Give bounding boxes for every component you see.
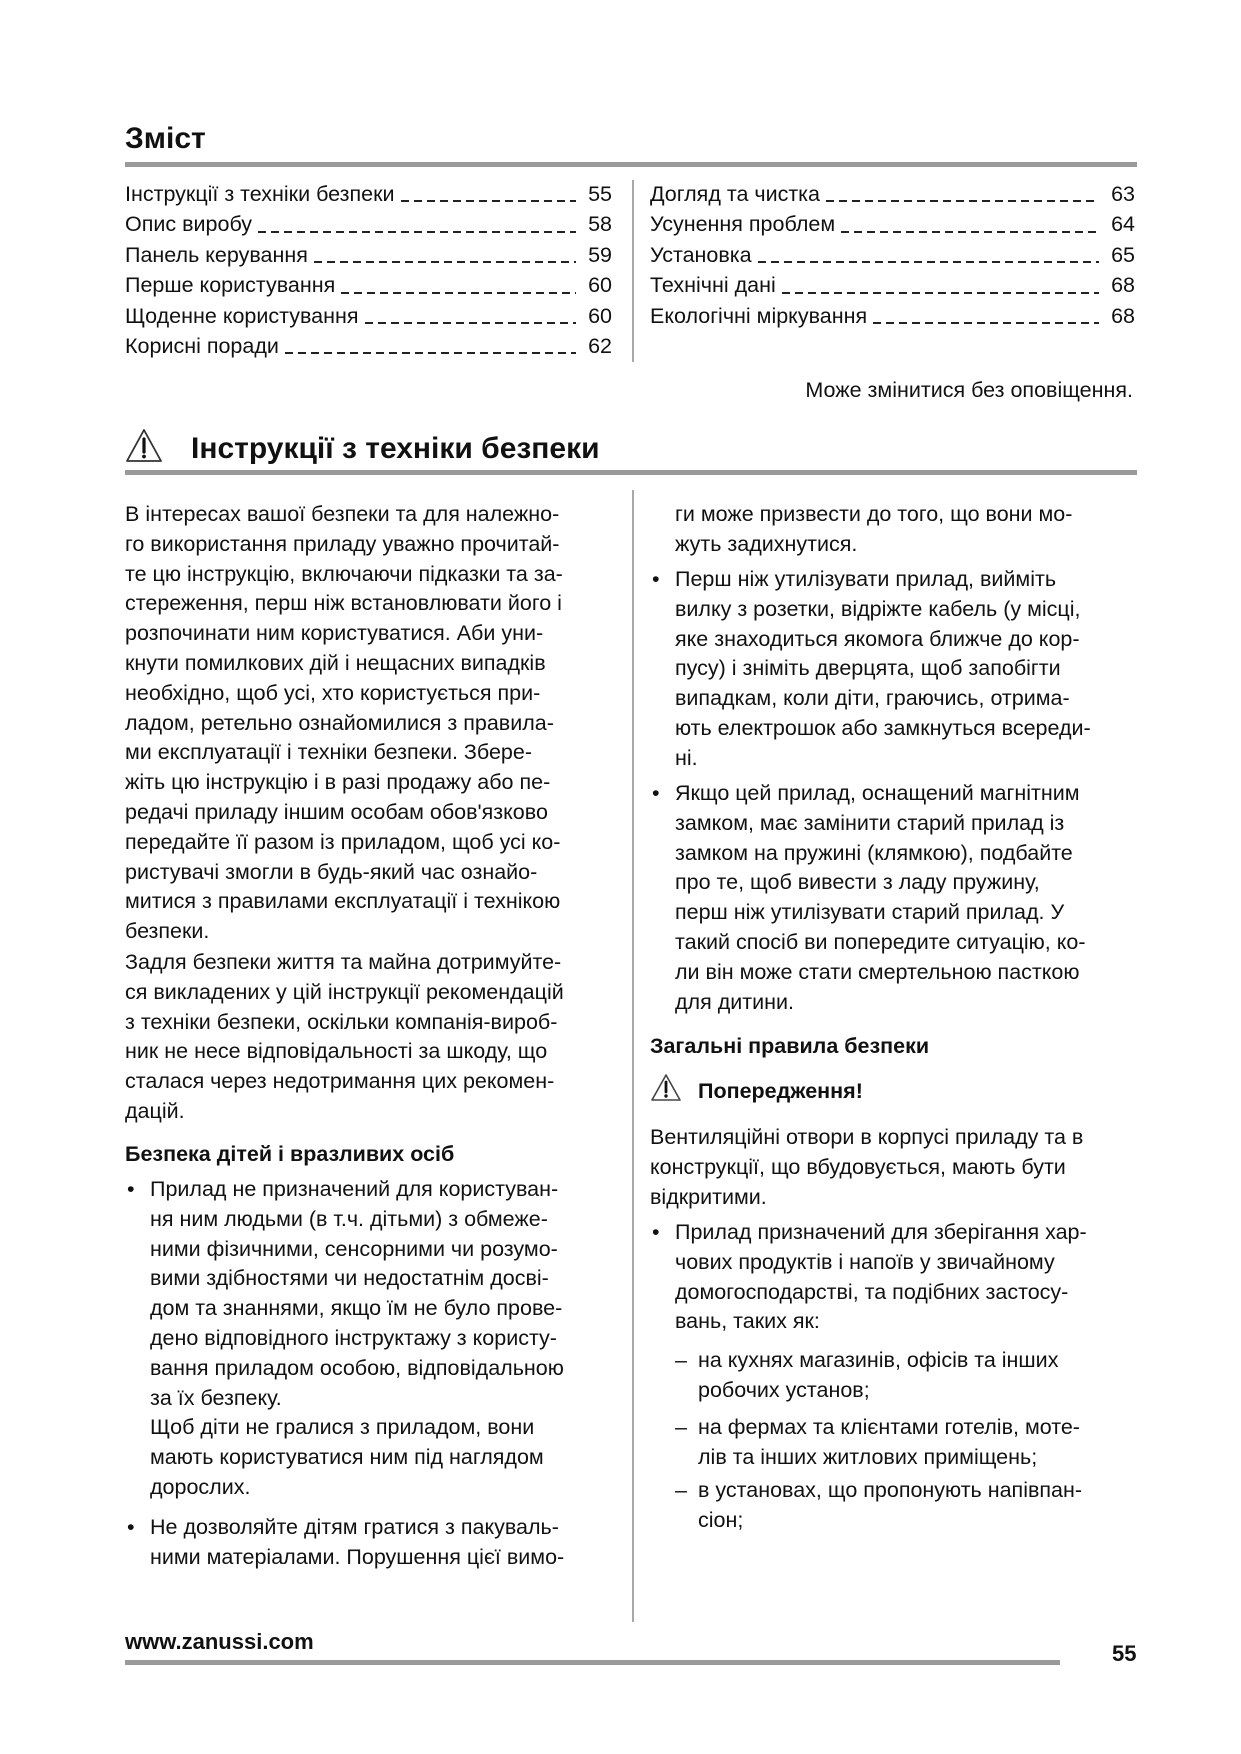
text-line: замком, має замінити старий прилад із	[675, 810, 1065, 835]
text-line: чових продуктів і напоїв у звичайному	[675, 1249, 1055, 1274]
subheading	[125, 1140, 615, 1170]
toc-entry[interactable]	[125, 331, 612, 361]
toc-entry-page: 64	[1111, 212, 1135, 237]
text-line: ся викладених у цій інструкції рекомендацій	[125, 979, 564, 1004]
text-line: митися з правилами експлуатації і технікою	[125, 889, 561, 914]
text-line: ми експлуатації і техніки безпеки. Збере-	[125, 740, 532, 765]
toc-leader-dots	[365, 322, 577, 324]
dash-marker: –	[675, 1415, 687, 1439]
bullet-marker: •	[127, 1177, 135, 1201]
change-notice: Може змінитися без оповіщення.	[805, 378, 1133, 402]
text-line: ладом, ретельно ознайомилися з правила-	[125, 710, 554, 735]
text-line: дацій.	[125, 1098, 185, 1123]
text-line: Щоб діти не гралися з приладом, вони	[150, 1415, 535, 1440]
text-line: сталася через недотримання цих рекомен-	[125, 1069, 555, 1094]
paragraph	[125, 948, 615, 1127]
text-line: для дитини.	[675, 989, 794, 1014]
text-line: на фермах та клієнтами готелів, моте-	[698, 1415, 1080, 1439]
footer-rule	[125, 1660, 1060, 1665]
toc-leader-dots	[873, 322, 1099, 324]
dash-marker: –	[675, 1348, 687, 1372]
text-line: мають користуватися ним під наглядом	[150, 1445, 544, 1470]
toc-column-divider	[632, 180, 634, 362]
text-line: ли він може стати смертельною пасткою	[675, 959, 1080, 984]
toc-entry[interactable]	[650, 270, 1135, 300]
footer-website-link[interactable]: www.zanussi.com	[125, 1629, 314, 1654]
toc-entry-label: Щоденне користування	[125, 303, 359, 328]
text-line: ник не несе відповідальності за шкоду, що	[125, 1039, 548, 1064]
dash-item	[675, 1413, 1188, 1473]
toc-leader-dots	[826, 200, 1099, 202]
toc-entry[interactable]	[125, 240, 612, 270]
text-line: про те, щоб вивести з ладу пружину,	[675, 870, 1040, 895]
text-line: дено відповідного інструктажу з користу-	[150, 1325, 557, 1350]
text-line: ні.	[675, 745, 698, 770]
text-line: Якщо цей прилад, оснащений магнітним	[675, 781, 1080, 805]
paragraph	[650, 1123, 1140, 1212]
text-line: випадкам, коли діти, граючись, отрима-	[675, 686, 1070, 711]
text-line: замком на пружині (клямкою), подбайте	[675, 840, 1073, 865]
bullet-item	[125, 1175, 640, 1503]
text-line: з техніки безпеки, оскільки компанія-вироб-	[125, 1009, 558, 1034]
toc-entry-label: Усунення проблем	[650, 212, 836, 237]
text-line: розпочинати ним користуватися. Аби уни-	[125, 621, 544, 646]
toc-leader-dots	[401, 200, 577, 202]
text-line: жуть задихнутися.	[675, 531, 858, 556]
text-line: за їх безпеку.	[150, 1385, 282, 1410]
text-line: Загальні правила безпеки	[650, 1034, 930, 1058]
toc-entry-page: 60	[588, 273, 612, 298]
text-line: на кухнях магазинів, офісів та інших	[698, 1348, 1059, 1372]
text-line: безпеки.	[125, 919, 210, 944]
text-line: те цю інструкцію, включаючи підказки та за-	[125, 561, 563, 586]
subheading	[650, 1032, 1140, 1062]
text-line: вилку з розетки, відріжте кабель (у місці,	[675, 596, 1081, 621]
toc-entry-page: 62	[588, 333, 612, 358]
paragraph	[125, 500, 615, 947]
toc-entry-page: 58	[588, 212, 612, 237]
text-line: робочих установ;	[698, 1377, 870, 1402]
toc-entry-label: Догляд та чистка	[650, 181, 821, 206]
text-line: необхідно, щоб усі, хто користується при-	[125, 680, 541, 705]
toc-leader-dots	[285, 352, 576, 354]
text-line: перш ніж утилізувати старий прилад. У	[675, 900, 1065, 925]
toc-entry-page: 55	[588, 181, 612, 206]
page-number: 55	[1112, 1641, 1137, 1666]
toc-entry-page: 68	[1111, 273, 1135, 298]
text-line: го використання приладу уважно прочитай-	[125, 531, 560, 556]
warning-title: Попередження!	[698, 1078, 863, 1103]
toc-leader-dots	[258, 231, 576, 233]
toc-entry-label: Установка	[650, 242, 752, 267]
toc-leader-dots	[314, 261, 576, 263]
bullet-marker: •	[652, 567, 660, 591]
toc-left-column	[125, 179, 612, 361]
toc-entry-label: Технічні дані	[650, 273, 776, 298]
text-line: ги може призвести до того, що вони мо-	[675, 502, 1073, 526]
toc-entry-page: 60	[588, 303, 612, 328]
text-line: відкритими.	[650, 1184, 767, 1209]
text-line: жіть цю інструкцію і в разі продажу або пе-	[125, 770, 551, 795]
toc-entry-page: 63	[1111, 181, 1135, 206]
text-line: такий спосіб ви попередите ситуацію, ко-	[675, 929, 1086, 954]
text-line: сіон;	[698, 1507, 744, 1532]
text-line: пусу) і зніміть дверцята, щоб запобігти	[675, 656, 1061, 681]
text-line: Задля безпеки життя та майна дотримуйте-	[125, 950, 562, 974]
text-line: дом та знаннями, якщо їм не було прове-	[150, 1296, 563, 1321]
dash-item	[675, 1476, 1188, 1536]
text-line: лів та інших житлових приміщень;	[698, 1444, 1038, 1469]
toc-entry-page: 68	[1111, 303, 1135, 328]
dash-marker: –	[675, 1478, 687, 1502]
toc-entry[interactable]	[650, 209, 1135, 239]
text-line: стереження, перш ніж встановлювати його і	[125, 591, 562, 616]
toc-entry-label: Інструкції з техніки безпеки	[125, 181, 395, 206]
text-line: ними фізичними, сенсорними чи розумо-	[150, 1236, 558, 1261]
text-line: ними матеріалами. Порушення цієї вимо-	[150, 1544, 565, 1569]
dash-item	[675, 1346, 1188, 1406]
toc-leader-dots	[841, 231, 1099, 233]
toc-entry-label: Перше користування	[125, 273, 336, 298]
toc-entry-label: Екологічні міркування	[650, 303, 868, 328]
section-rule	[125, 470, 1137, 475]
text-line: Вентиляційні отвори в корпусі приладу та в	[650, 1125, 1084, 1149]
text-line: передайте її разом із приладом, щоб усі ко-	[125, 829, 561, 854]
text-line: конструкції, що вбудовується, мають бути	[650, 1154, 1066, 1179]
section-title: Інструкції з техніки безпеки	[191, 431, 600, 465]
bullet-item-continued	[650, 500, 1165, 560]
text-line: дорослих.	[150, 1474, 251, 1499]
text-line: яке знаходиться якомога ближче до кор-	[675, 626, 1080, 651]
toc-entry[interactable]	[650, 240, 1135, 270]
section-heading	[125, 428, 600, 469]
toc-entry[interactable]	[125, 209, 612, 239]
toc-entry[interactable]	[125, 270, 612, 300]
bullet-item	[650, 1218, 1165, 1337]
toc-entry-page: 65	[1111, 242, 1135, 267]
text-line: редачі приладу іншим особам обов'язково	[125, 799, 548, 824]
text-line: Не дозволяйте дітям гратися з пакуваль-	[150, 1515, 559, 1539]
bullet-item	[650, 565, 1165, 774]
bullet-item	[650, 779, 1165, 1017]
toc-title: Зміст	[125, 122, 206, 155]
text-line: вими здібностями чи недостатнім досві-	[150, 1266, 549, 1291]
toc-entry[interactable]	[650, 179, 1135, 209]
warning-icon	[650, 1073, 682, 1109]
text-line: Безпека дітей і вразливих осіб	[125, 1142, 455, 1166]
text-line: ють електрошок або замкнуться всереди-	[675, 715, 1091, 740]
text-line: вань, таких як:	[675, 1309, 820, 1334]
text-line: В інтересах вашої безпеки та для належно-	[125, 502, 560, 526]
text-line: Прилад не призначений для користуван-	[150, 1177, 559, 1201]
toc-leader-dots	[341, 292, 576, 294]
warning-icon	[125, 428, 163, 469]
text-line: вання приладом особою, відповідальною	[150, 1355, 564, 1380]
toc-right-column	[650, 179, 1135, 331]
bullet-marker: •	[652, 781, 660, 805]
toc-entry-label: Корисні поради	[125, 333, 279, 358]
toc-entry[interactable]	[650, 301, 1135, 331]
text-line: Перш ніж утилізувати прилад, вийміть	[675, 567, 1057, 591]
text-line: ристувачі змогли в будь-який час ознайо-	[125, 859, 538, 884]
text-line: ня ним людьми (в т.ч. дітьми) з обмеже-	[150, 1206, 548, 1231]
toc-entry-label: Опис виробу	[125, 212, 253, 237]
bullet-marker: •	[127, 1515, 135, 1539]
toc-entry-page: 59	[588, 242, 612, 267]
bullet-item	[125, 1513, 640, 1573]
toc-entry-label: Панель керування	[125, 242, 308, 267]
toc-leader-dots	[782, 292, 1099, 294]
toc-entry[interactable]	[125, 301, 612, 331]
text-line: Прилад призначений для зберігання хар-	[675, 1220, 1087, 1244]
bullet-marker: •	[652, 1220, 660, 1244]
toc-leader-dots	[758, 261, 1099, 263]
toc-entry[interactable]	[125, 179, 612, 209]
text-line: кнути помилкових дій і нещасних випадків	[125, 650, 546, 675]
text-line: в установах, що пропонують напівпан-	[698, 1478, 1083, 1502]
warning-notice	[650, 1073, 863, 1109]
text-line: домогосподарстві, та подібних застосу-	[675, 1279, 1069, 1304]
toc-title-rule	[125, 162, 1137, 167]
